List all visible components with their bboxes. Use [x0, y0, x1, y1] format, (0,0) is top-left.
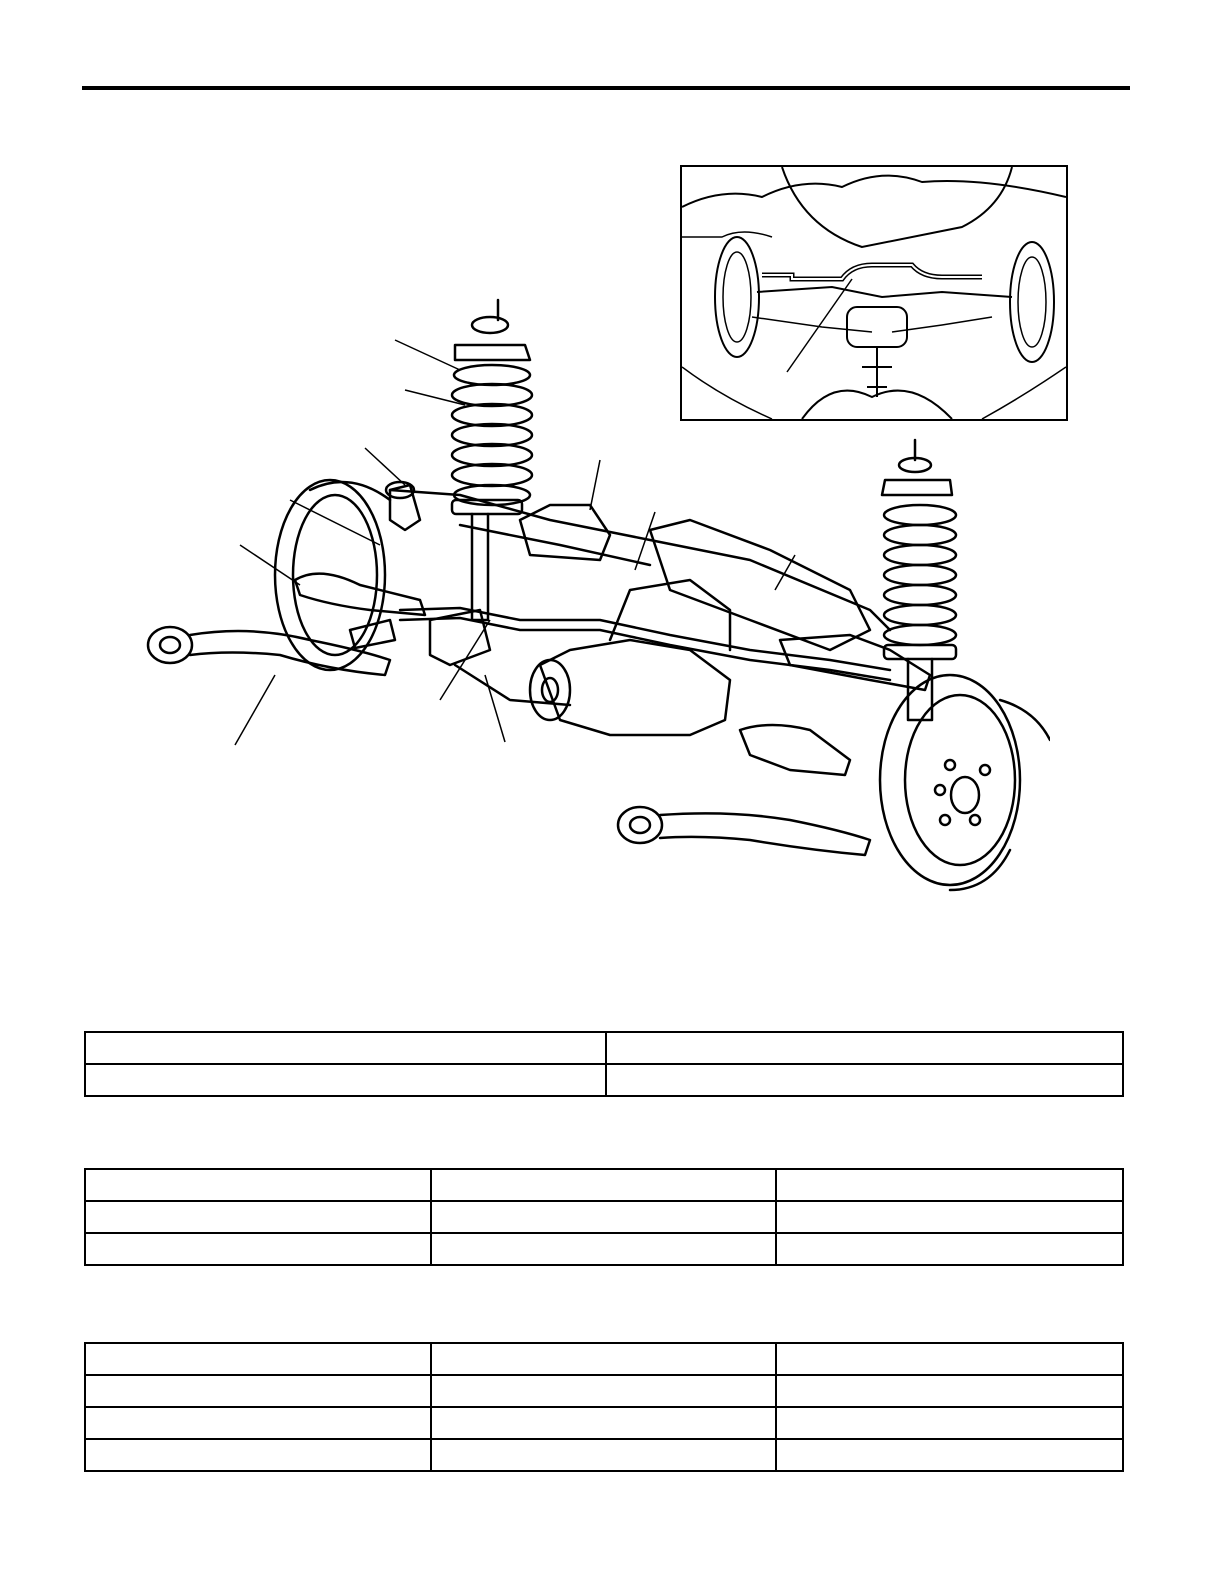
table-cell — [85, 1032, 606, 1064]
table-cell — [431, 1201, 777, 1233]
table-row — [85, 1032, 1123, 1064]
table-row — [85, 1343, 1123, 1375]
table-cell — [431, 1439, 777, 1471]
table-cell — [606, 1032, 1123, 1064]
table-row — [85, 1233, 1123, 1265]
table-cell — [431, 1375, 777, 1407]
table-cell — [776, 1407, 1123, 1439]
table-cell — [776, 1439, 1123, 1471]
left-upper-arm — [295, 482, 425, 615]
table-cell — [431, 1407, 777, 1439]
table-cell — [85, 1233, 431, 1265]
table-cell — [431, 1233, 777, 1265]
callout-leaders — [235, 340, 795, 745]
table-cell — [606, 1064, 1123, 1096]
left-coil-spring — [452, 300, 532, 620]
table-cell — [85, 1343, 431, 1375]
table-row — [85, 1375, 1123, 1407]
table-row — [85, 1201, 1123, 1233]
rear-suspension-diagram — [130, 290, 1050, 900]
table-cell — [431, 1169, 777, 1201]
spec-table-1 — [84, 1031, 1124, 1097]
table-cell — [85, 1064, 606, 1096]
spec-table-2 — [84, 1168, 1124, 1266]
right-coil-spring — [882, 440, 956, 720]
table-cell — [431, 1343, 777, 1375]
table-row — [85, 1439, 1123, 1471]
table-cell — [85, 1375, 431, 1407]
right-lower-arm — [618, 725, 870, 855]
table-cell — [85, 1201, 431, 1233]
table-cell — [776, 1169, 1123, 1201]
table-cell — [776, 1343, 1123, 1375]
table-row — [85, 1064, 1123, 1096]
table-cell — [85, 1439, 431, 1471]
table-cell — [776, 1375, 1123, 1407]
table-row — [85, 1407, 1123, 1439]
table-cell — [776, 1233, 1123, 1265]
table-cell — [776, 1201, 1123, 1233]
table-cell — [85, 1407, 431, 1439]
right-brake-disc — [880, 675, 1050, 890]
left-lower-arm — [148, 620, 395, 675]
table-row — [85, 1169, 1123, 1201]
table-cell — [85, 1169, 431, 1201]
differential — [530, 580, 730, 735]
header-rule — [82, 86, 1130, 90]
spec-table-3 — [84, 1342, 1124, 1472]
